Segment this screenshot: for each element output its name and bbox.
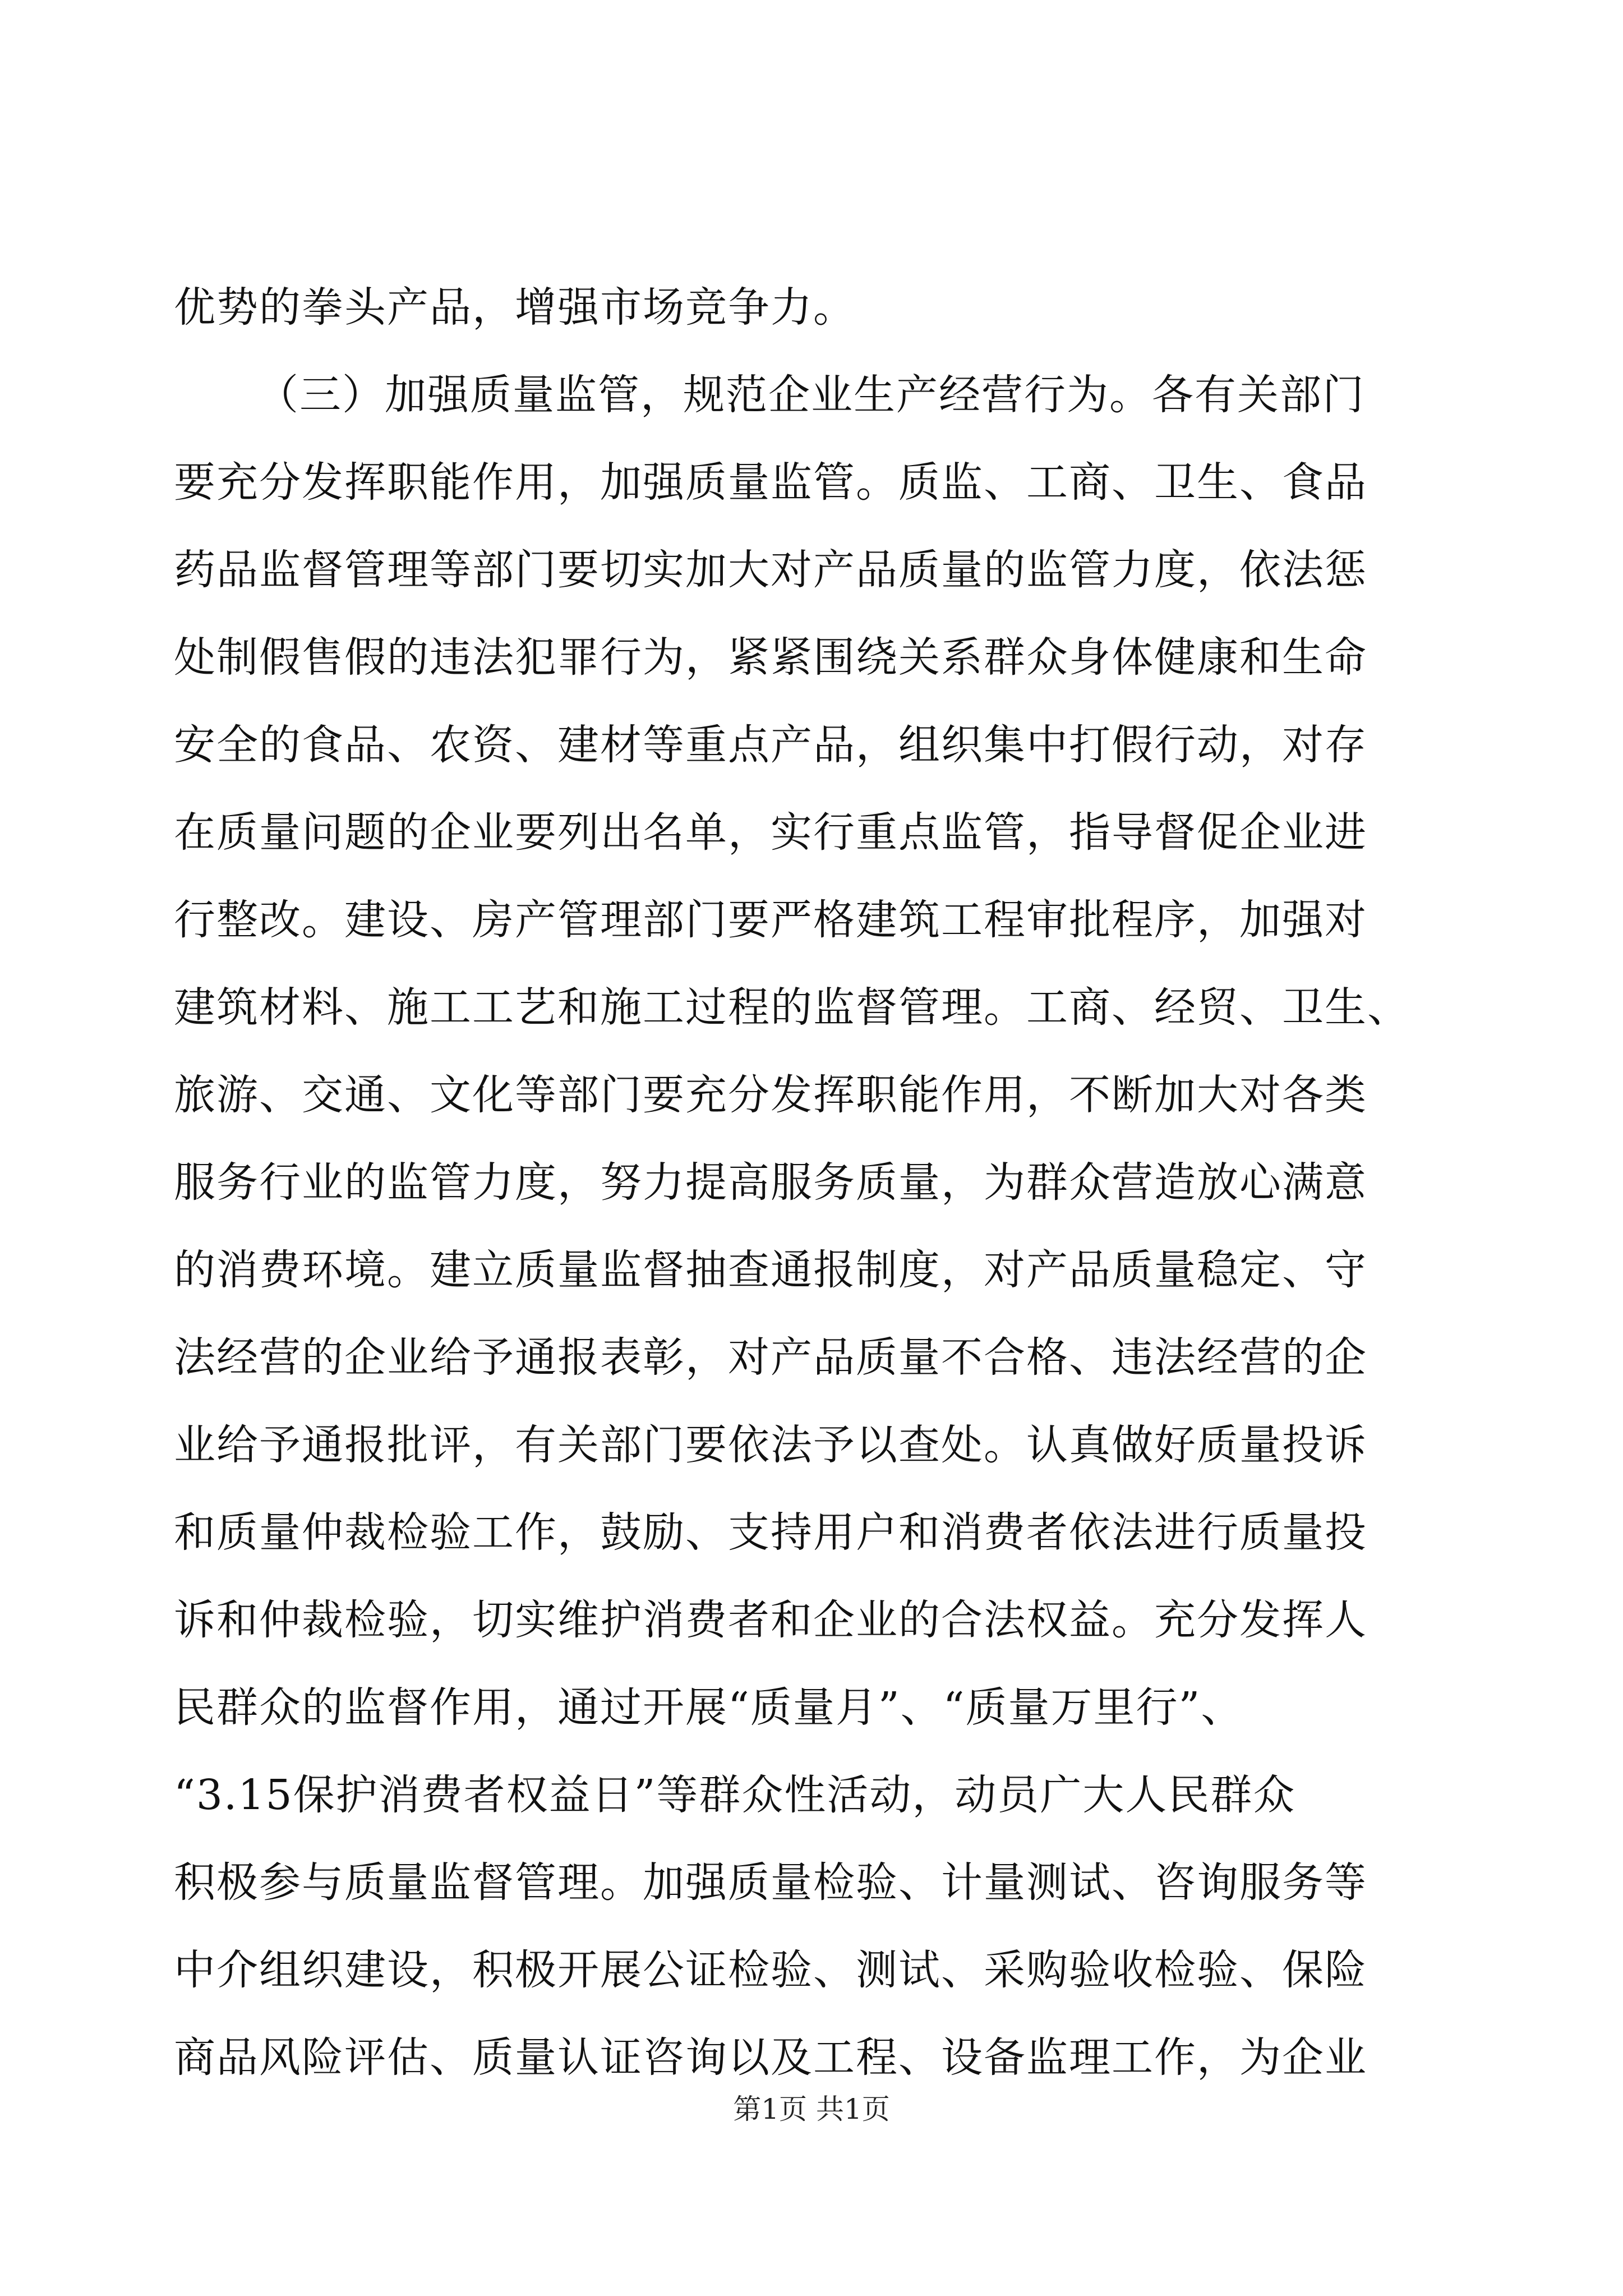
- text-line: 的消费环境。建立质量监督抽查通报制度，对产品质量稳定、守: [174, 1246, 1367, 1294]
- text-line: 业给予通报批评，有关部门要依法予以查处。认真做好质量投诉: [174, 1421, 1367, 1469]
- text-line: 诉和仲裁检验，切实维护消费者和企业的合法权益。充分发挥人: [174, 1596, 1367, 1644]
- text-line: 要充分发挥职能作用，加强质量监管。质监、工商、卫生、食品: [174, 458, 1367, 507]
- text-line: 安全的食品、农资、建材等重点产品，组织集中打假行动，对存: [174, 721, 1367, 769]
- page-footer: [0, 2090, 1623, 2129]
- text-line: 商品风险评估、质量认证咨询以及工程、设备监理工作，为企业: [174, 2033, 1367, 2082]
- text-line: 服务行业的监管力度，努力提高服务质量，为群众营造放心满意: [174, 1158, 1367, 1207]
- text-line: 处制假售假的违法犯罪行为，紧紧围绕关系群众身体健康和生命: [174, 633, 1367, 682]
- text-line: 药品监督管理等部门要切实加大对产品质量的监管力度，依法惩: [174, 546, 1367, 594]
- text-line: 建筑材料、施工工艺和施工过程的监督管理。工商、经贸、卫生、: [174, 983, 1410, 1032]
- page-number-label: 第1页 共1页: [733, 2093, 890, 2125]
- paragraph-start-line: （三）加强质量监管，规范企业生产经营行为。各有关部门: [257, 371, 1365, 419]
- text-line: 在质量问题的企业要列出名单，实行重点监管，指导督促企业进: [174, 808, 1367, 857]
- text-line: 行整改。建设、房产管理部门要严格建筑工程审批程序，加强对: [174, 896, 1367, 944]
- text-line: 旅游、交通、文化等部门要充分发挥职能作用，不断加大对各类: [174, 1071, 1367, 1119]
- body-text: [174, 264, 1458, 2101]
- text-line: “3.15保护消费者权益日”等群众性活动，动员广大人民群众: [174, 1771, 1296, 1819]
- text-line: 民群众的监督作用，通过开展“质量月”、“质量万里行”、: [174, 1683, 1244, 1732]
- text-line: 中介组织建设，积极开展公证检验、测试、采购验收检验、保险: [174, 1946, 1367, 1994]
- text-line: 和质量仲裁检验工作，鼓励、支持用户和消费者依法进行质量投: [174, 1508, 1367, 1557]
- text-line: 法经营的企业给予通报表彰，对产品质量不合格、违法经营的企: [174, 1333, 1367, 1382]
- text-line: 积极参与质量监督管理。加强质量检验、计量测试、咨询服务等: [174, 1858, 1367, 1907]
- text-line: 优势的拳头产品，增强市场竞争力。: [174, 283, 856, 332]
